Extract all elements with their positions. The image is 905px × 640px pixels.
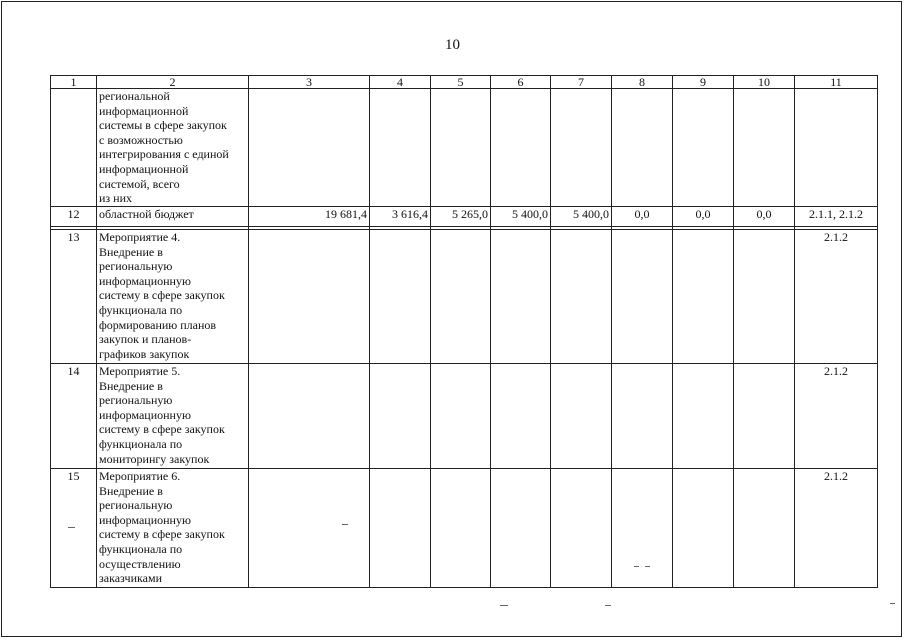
cell-col7 <box>551 364 612 469</box>
scan-speck <box>890 603 895 604</box>
cell-col6 <box>491 364 551 469</box>
scan-speck <box>68 527 75 528</box>
cell-col4 <box>370 469 431 588</box>
cell-ref: 2.1.2 <box>795 469 878 588</box>
cell-col7 <box>551 469 612 588</box>
cell-col7 <box>551 89 612 207</box>
table-row <box>51 230 878 364</box>
column-header: 3 <box>249 76 370 89</box>
cell-col5 <box>431 364 491 469</box>
cell-col10 <box>734 364 795 469</box>
cell-ref: 2.1.1, 2.1.2 <box>795 207 878 227</box>
page-number: 10 <box>445 37 460 53</box>
column-header: 2 <box>97 76 249 89</box>
row-name: областной бюджет <box>97 207 249 227</box>
cell-col5 <box>431 469 491 588</box>
row-name: Мероприятие 5. Внедрение в региональную информационную систему в сфере закупок функционала по мониторингу закупок <box>97 364 249 469</box>
row-number <box>51 89 97 207</box>
cell-col9 <box>673 364 734 469</box>
column-header: 10 <box>734 76 795 89</box>
column-header: 5 <box>431 76 491 89</box>
cell-col10 <box>734 469 795 588</box>
cell-col5 <box>431 89 491 207</box>
cell-col5 <box>431 230 491 364</box>
cell-col8 <box>612 469 673 588</box>
cell-col8 <box>612 89 673 207</box>
table-row <box>51 89 878 207</box>
scan-speck <box>645 566 650 567</box>
cell-col4 <box>370 230 431 364</box>
scan-speck <box>605 605 611 606</box>
cell-col10: 0,0 <box>734 207 795 227</box>
cell-col7 <box>551 230 612 364</box>
cell-col6 <box>491 469 551 588</box>
cell-col8 <box>612 230 673 364</box>
column-header: 7 <box>551 76 612 89</box>
column-header: 1 <box>51 76 97 89</box>
column-header: 11 <box>795 76 878 89</box>
cell-col3 <box>249 89 370 207</box>
column-header: 9 <box>673 76 734 89</box>
cell-col6 <box>491 230 551 364</box>
cell-ref: 2.1.2 <box>795 230 878 364</box>
table-row <box>51 469 878 588</box>
budget-table <box>50 75 878 588</box>
cell-ref <box>795 89 878 207</box>
column-header: 6 <box>491 76 551 89</box>
cell-col10 <box>734 230 795 364</box>
cell-col9 <box>673 469 734 588</box>
cell-col3 <box>249 364 370 469</box>
scan-speck <box>634 566 639 567</box>
scan-speck <box>342 524 348 525</box>
row-number: 14 <box>51 364 97 469</box>
cell-col3 <box>249 469 370 588</box>
row-name: региональной информационной системы в сфере закупок с возможностью интегрирования с единой информационной системой, всего из них <box>97 89 249 207</box>
cell-col3 <box>249 230 370 364</box>
cell-col3: 19 681,4 <box>249 207 370 227</box>
cell-col9 <box>673 230 734 364</box>
cell-col4: 3 616,4 <box>370 207 431 227</box>
cell-col4 <box>370 364 431 469</box>
row-name: Мероприятие 6. Внедрение в региональную информационную систему в сфере закупок функционала по осуществлению заказчиками <box>97 469 249 588</box>
row-number: 15 <box>51 469 97 588</box>
cell-col6 <box>491 89 551 207</box>
cell-col8 <box>612 364 673 469</box>
scan-speck <box>500 605 508 606</box>
cell-col10 <box>734 89 795 207</box>
cell-col9: 0,0 <box>673 207 734 227</box>
cell-col8: 0,0 <box>612 207 673 227</box>
cell-col6: 5 400,0 <box>491 207 551 227</box>
row-number: 12 <box>51 207 97 227</box>
cell-col5: 5 265,0 <box>431 207 491 227</box>
cell-col4 <box>370 89 431 207</box>
table-row <box>51 207 878 227</box>
row-name: Мероприятие 4. Внедрение в региональную информационную систему в сфере закупок функционала по формированию планов закупок и планов- графиков закупок <box>97 230 249 364</box>
table-row <box>51 364 878 469</box>
cell-col7: 5 400,0 <box>551 207 612 227</box>
column-header: 4 <box>370 76 431 89</box>
cell-col9 <box>673 89 734 207</box>
column-header-row <box>51 76 878 89</box>
cell-ref: 2.1.2 <box>795 364 878 469</box>
column-header: 8 <box>612 76 673 89</box>
row-number: 13 <box>51 230 97 364</box>
